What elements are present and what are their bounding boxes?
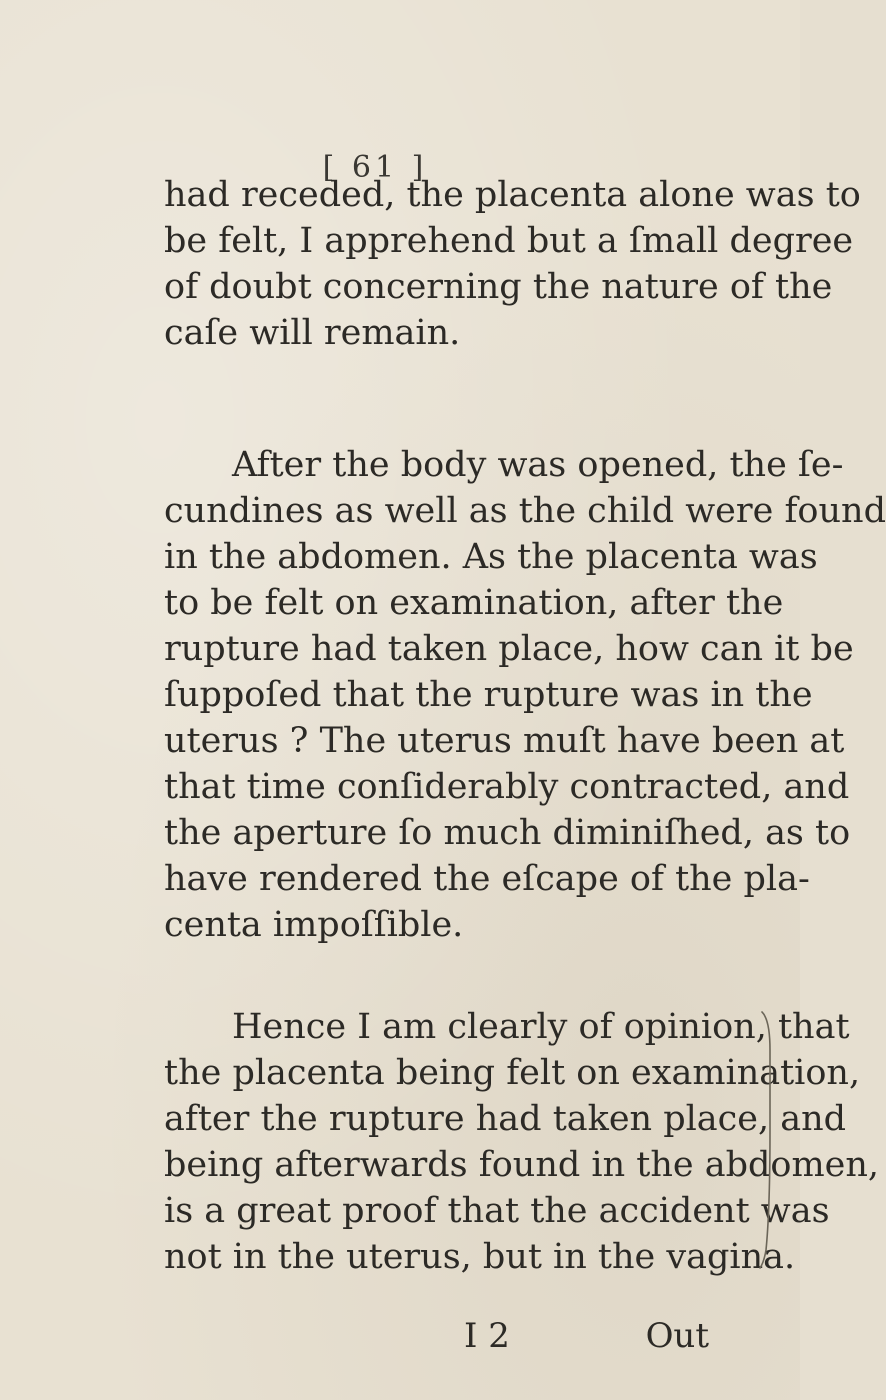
paragraph-3 [164, 1004, 880, 1280]
text-line: of doubt concerning the nature of the [164, 267, 833, 307]
text-line: caſe will remain. [164, 313, 461, 353]
margin-pencil-mark [758, 1010, 778, 1270]
text-line: After the body was opened, the ſe- [232, 445, 844, 485]
text-line: after the rupture had taken place, and [164, 1099, 847, 1139]
text-line: centa impoſſible. [164, 905, 464, 945]
text-line: in the abdomen. As the placenta was [164, 537, 818, 577]
text-line: not in the uterus, but in the vagina. [164, 1237, 796, 1277]
text-line: uterus ? The uterus muſt have been at [164, 721, 845, 761]
text-line: ſuppoſed that the rupture was in the [164, 675, 813, 715]
text-line: is a great proof that the accident was [164, 1191, 830, 1231]
text-line: have rendered the eſcape of the pla- [164, 859, 810, 899]
page-footer [164, 1316, 709, 1360]
text-line: the aperture ſo much diminiſhed, as to [164, 813, 851, 853]
text-line: Hence I am clearly of opinion, that [232, 1007, 850, 1047]
text-line: the placenta being felt on examination, [164, 1053, 861, 1093]
text-line: had receded, the placenta alone was to [164, 175, 861, 215]
catchword: Out [645, 1316, 709, 1356]
signature-mark: I 2 [464, 1316, 510, 1356]
text-line: that time conſiderably contracted, and [164, 767, 850, 807]
paragraph-1 [164, 172, 861, 356]
text-line: being afterwards found in the abdomen, [164, 1145, 880, 1185]
text-line: be felt, I apprehend but a ſmall degree [164, 221, 854, 261]
page-number: [ 61 ] [322, 150, 428, 185]
text-line: rupture had taken place, how can it be [164, 629, 854, 669]
text-line: cundines as well as the child were found [164, 491, 886, 531]
text-line: to be felt on examination, after the [164, 583, 784, 623]
paragraph-2 [164, 442, 886, 948]
